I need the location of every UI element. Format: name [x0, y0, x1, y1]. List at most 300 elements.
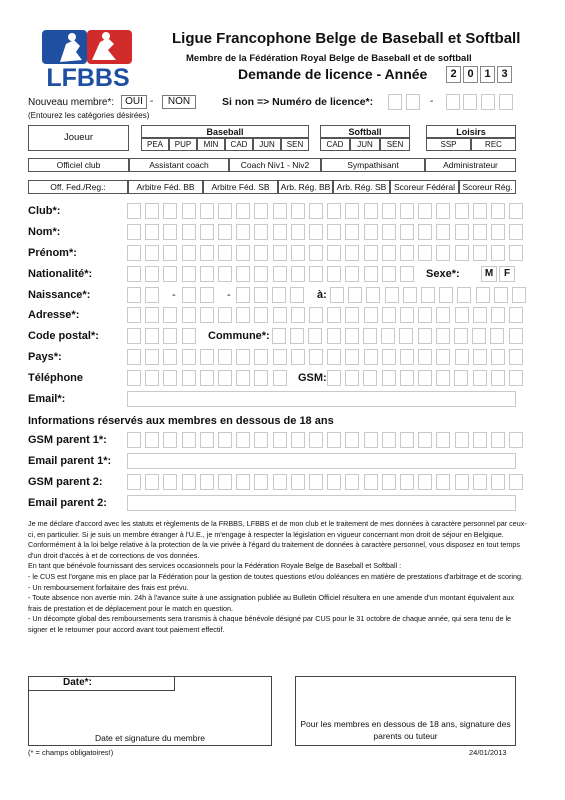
- prenom-char-box[interactable]: [400, 245, 414, 261]
- prenom-char-box[interactable]: [509, 245, 523, 261]
- adresse-char-box[interactable]: [309, 307, 323, 323]
- gsm-parent2-char-box[interactable]: [418, 474, 432, 490]
- gsm-parent1-char-box[interactable]: [182, 432, 196, 448]
- club-char-box[interactable]: [163, 203, 177, 219]
- officiel-fed-label: Off. Fed./Reg.:: [50, 182, 106, 192]
- gsm-parent1-char-box[interactable]: [254, 432, 268, 448]
- nom-char-box[interactable]: [436, 224, 450, 240]
- year-digit-box: [446, 66, 461, 83]
- nom-char-box[interactable]: [127, 224, 141, 240]
- legal-paragraph: Conformément à la loi belge relative à la protection de la vie privée à l'égard du traitement de données à caractère personnel, vous disposez en tout temps d'un droit d'accès à et de corrections de vos données.: [28, 540, 521, 560]
- adresse-char-box[interactable]: [509, 307, 523, 323]
- commune-char-box[interactable]: [290, 328, 304, 344]
- licence-digit-box[interactable]: [446, 94, 460, 110]
- prenom-char-box[interactable]: [218, 245, 232, 261]
- club-char-box[interactable]: [382, 203, 396, 219]
- year-digit: 0: [467, 68, 474, 80]
- gsm-parent1-char-box[interactable]: [200, 432, 214, 448]
- gsm-char-box[interactable]: [454, 370, 468, 386]
- adresse-char-box[interactable]: [218, 307, 232, 323]
- gsm-char-box[interactable]: [400, 370, 414, 386]
- gsm-char-box[interactable]: [327, 370, 341, 386]
- nom-char-box[interactable]: [163, 224, 177, 240]
- pays-char-box[interactable]: [127, 349, 141, 365]
- oui-option[interactable]: [121, 95, 147, 109]
- officiel-fed-option: [28, 180, 128, 194]
- commune-char-box[interactable]: [363, 328, 377, 344]
- birth-place-char-box[interactable]: [385, 287, 399, 303]
- club-char-box[interactable]: [418, 203, 432, 219]
- prenom-char-box[interactable]: [273, 245, 287, 261]
- commune-char-box[interactable]: [345, 328, 359, 344]
- pays-char-box[interactable]: [291, 349, 305, 365]
- gsm-parent1-char-box[interactable]: [163, 432, 177, 448]
- pays-char-box[interactable]: [455, 349, 469, 365]
- pays-char-box[interactable]: [491, 349, 505, 365]
- prenom-char-box[interactable]: [309, 245, 323, 261]
- gsm-parent2-char-box[interactable]: [345, 474, 359, 490]
- club-char-box[interactable]: [291, 203, 305, 219]
- commune-char-box[interactable]: [509, 328, 523, 344]
- club-char-box[interactable]: [273, 203, 287, 219]
- gsm-parent1-char-box[interactable]: [327, 432, 341, 448]
- club-char-box[interactable]: [327, 203, 341, 219]
- gsm-parent2-char-box[interactable]: [509, 474, 523, 490]
- joueur-option[interactable]: [28, 125, 129, 151]
- gsm-parent1-char-box[interactable]: [291, 432, 305, 448]
- parent-signature-box[interactable]: [295, 676, 516, 746]
- telephone-char-box[interactable]: [218, 370, 232, 386]
- gsm-parent2-char-box[interactable]: [218, 474, 232, 490]
- birth-date-char-box[interactable]: [182, 287, 196, 303]
- member-signature-box[interactable]: [28, 676, 272, 746]
- nationalite-char-box[interactable]: [345, 266, 359, 282]
- nationalite-char-box[interactable]: [327, 266, 341, 282]
- nom-char-box[interactable]: [182, 224, 196, 240]
- officiel-fed-option[interactable]: [128, 180, 203, 194]
- softball-category-option[interactable]: [350, 138, 380, 151]
- pays-char-box[interactable]: [382, 349, 396, 365]
- gsm-parent1-char-box[interactable]: [127, 432, 141, 448]
- officiel-club-label: Administrateur: [443, 160, 498, 170]
- club-char-box[interactable]: [254, 203, 268, 219]
- prenom-char-box[interactable]: [254, 245, 268, 261]
- naissance-label: Naissance*:: [28, 289, 91, 301]
- gsm-parent2-char-box[interactable]: [127, 474, 141, 490]
- nationalite-char-box[interactable]: [364, 266, 378, 282]
- officiel-club-option[interactable]: [229, 158, 321, 172]
- loisirs-category-option[interactable]: [426, 138, 471, 151]
- prenom-char-box[interactable]: [491, 245, 505, 261]
- gsm-parent2-char-box[interactable]: [382, 474, 396, 490]
- gsm-char-box[interactable]: [509, 370, 523, 386]
- nationalite-char-box[interactable]: [127, 266, 141, 282]
- club-char-box[interactable]: [182, 203, 196, 219]
- prenom-char-box[interactable]: [327, 245, 341, 261]
- officiel-fed-label: Arbitre Féd. BB: [136, 182, 195, 192]
- telephone-char-box[interactable]: [236, 370, 250, 386]
- nom-char-box[interactable]: [291, 224, 305, 240]
- birth-date-char-box[interactable]: [254, 287, 268, 303]
- gsm-parent2-char-box[interactable]: [163, 474, 177, 490]
- gsm-parent1-char-box[interactable]: [400, 432, 414, 448]
- commune-char-box[interactable]: [272, 328, 286, 344]
- pays-char-box[interactable]: [418, 349, 432, 365]
- joueur-label: Joueur: [63, 132, 94, 143]
- gsm-parent2-char-box[interactable]: [145, 474, 159, 490]
- officiel-fed-option[interactable]: [203, 180, 278, 194]
- gsm-parent1-char-box[interactable]: [364, 432, 378, 448]
- date-field[interactable]: [29, 677, 175, 691]
- pays-char-box[interactable]: [236, 349, 250, 365]
- birth-place-char-box[interactable]: [476, 287, 490, 303]
- club-char-box[interactable]: [236, 203, 250, 219]
- gsm-parent2-char-box[interactable]: [291, 474, 305, 490]
- prenom-char-box[interactable]: [473, 245, 487, 261]
- softball-category-option[interactable]: [320, 138, 350, 151]
- nom-char-box[interactable]: [509, 224, 523, 240]
- baseball-category-option[interactable]: [197, 138, 225, 151]
- commune-char-box[interactable]: [418, 328, 432, 344]
- pays-char-box[interactable]: [182, 349, 196, 365]
- adresse-char-box[interactable]: [418, 307, 432, 323]
- licence-digit-box[interactable]: [481, 94, 495, 110]
- adresse-char-box[interactable]: [473, 307, 487, 323]
- nom-char-box[interactable]: [364, 224, 378, 240]
- officiel-club-label: Sympathisant: [347, 160, 399, 170]
- telephone-char-box[interactable]: [254, 370, 268, 386]
- licence-dash: -: [430, 96, 434, 107]
- adresse-char-box[interactable]: [455, 307, 469, 323]
- gsm-char-box[interactable]: [382, 370, 396, 386]
- birth-place-char-box[interactable]: [348, 287, 362, 303]
- email-parent2-field[interactable]: [127, 495, 516, 511]
- adresse-char-box[interactable]: [345, 307, 359, 323]
- gsm-parent1-char-box[interactable]: [382, 432, 396, 448]
- gsm-parent2-char-box[interactable]: [236, 474, 250, 490]
- officiel-fed-option[interactable]: [390, 180, 459, 194]
- commune-char-box[interactable]: [472, 328, 486, 344]
- loisirs-category-label: REC: [485, 140, 502, 149]
- gsm-parent2-char-box[interactable]: [400, 474, 414, 490]
- gsm-parent2-char-box[interactable]: [491, 474, 505, 490]
- birth-place-char-box[interactable]: [421, 287, 435, 303]
- pays-char-box[interactable]: [473, 349, 487, 365]
- pays-char-box[interactable]: [254, 349, 268, 365]
- code-postal-char-box[interactable]: [127, 328, 141, 344]
- commune-char-box[interactable]: [381, 328, 395, 344]
- birth-place-char-box[interactable]: [439, 287, 453, 303]
- code-postal-char-box[interactable]: [145, 328, 159, 344]
- birth-place-char-box[interactable]: [366, 287, 380, 303]
- pays-char-box[interactable]: [509, 349, 523, 365]
- birth-date-char-box[interactable]: [200, 287, 214, 303]
- telephone-char-box[interactable]: [273, 370, 287, 386]
- adresse-char-box[interactable]: [491, 307, 505, 323]
- nom-char-box[interactable]: [145, 224, 159, 240]
- club-char-box[interactable]: [218, 203, 232, 219]
- birth-date-char-box[interactable]: [145, 287, 159, 303]
- nationalite-char-box[interactable]: [273, 266, 287, 282]
- club-char-box[interactable]: [400, 203, 414, 219]
- gsm-parent1-label: GSM parent 1*:: [28, 434, 107, 446]
- email-field[interactable]: [127, 391, 516, 407]
- commune-label: Commune*:: [208, 330, 270, 342]
- commune-char-box[interactable]: [490, 328, 504, 344]
- gsm-parent1-char-box[interactable]: [145, 432, 159, 448]
- telephone-char-box[interactable]: [145, 370, 159, 386]
- commune-char-box[interactable]: [327, 328, 341, 344]
- gsm-char-box[interactable]: [345, 370, 359, 386]
- nationalite-char-box[interactable]: [254, 266, 268, 282]
- gsm-parent2-char-box[interactable]: [473, 474, 487, 490]
- gsm-parent1-char-box[interactable]: [418, 432, 432, 448]
- commune-char-box[interactable]: [436, 328, 450, 344]
- gsm-char-box[interactable]: [363, 370, 377, 386]
- prenom-char-box[interactable]: [418, 245, 432, 261]
- nom-label: Nom*:: [28, 226, 61, 238]
- telephone-char-box[interactable]: [127, 370, 141, 386]
- club-char-box[interactable]: [491, 203, 505, 219]
- sexe-label: Sexe*:: [426, 268, 460, 280]
- pays-char-box[interactable]: [218, 349, 232, 365]
- pays-char-box[interactable]: [400, 349, 414, 365]
- gsm-parent2-label: GSM parent 2:: [28, 476, 103, 488]
- pays-char-box[interactable]: [200, 349, 214, 365]
- sexe-f-option[interactable]: [499, 266, 515, 282]
- gsm-parent1-char-box[interactable]: [473, 432, 487, 448]
- nom-char-box[interactable]: [491, 224, 505, 240]
- officiel-fed-option[interactable]: [459, 180, 516, 194]
- prenom-char-box[interactable]: [200, 245, 214, 261]
- gsm-parent2-char-box[interactable]: [273, 474, 287, 490]
- licence-number-label: Si non => Numéro de licence*:: [222, 96, 374, 108]
- prenom-char-box[interactable]: [182, 245, 196, 261]
- nom-char-box[interactable]: [400, 224, 414, 240]
- prenom-char-box[interactable]: [382, 245, 396, 261]
- telephone-char-box[interactable]: [163, 370, 177, 386]
- legal-paragraph: Je me déclare d'accord avec les statuts et règlements de la FRBBS, LFBBS et de mon club et le traitement de mes données à caractère personnel par ceux-ci, en particulier. Si je suis un membre étranger à l'U.E., je m'engage à respecter la législation en vigueur concernant mon droit de séjour en Belgique.: [28, 519, 527, 539]
- prenom-label: Prénom*:: [28, 247, 77, 259]
- nom-char-box[interactable]: [254, 224, 268, 240]
- prenom-char-box[interactable]: [291, 245, 305, 261]
- baseball-category-option[interactable]: [141, 138, 169, 151]
- pays-char-box[interactable]: [145, 349, 159, 365]
- gsm-parent1-char-box[interactable]: [455, 432, 469, 448]
- club-char-box[interactable]: [455, 203, 469, 219]
- year-digit: 2: [450, 68, 457, 80]
- birth-date-char-box[interactable]: [236, 287, 250, 303]
- commune-char-box[interactable]: [399, 328, 413, 344]
- licence-digit-box[interactable]: [463, 94, 477, 110]
- code-postal-char-box[interactable]: [163, 328, 177, 344]
- club-char-box[interactable]: [473, 203, 487, 219]
- prenom-char-box[interactable]: [236, 245, 250, 261]
- nationalite-char-box[interactable]: [309, 266, 323, 282]
- adresse-char-box[interactable]: [254, 307, 268, 323]
- commune-char-box[interactable]: [454, 328, 468, 344]
- nom-char-box[interactable]: [382, 224, 396, 240]
- officiel-fed-option[interactable]: [333, 180, 390, 194]
- gsm-parent1-char-box[interactable]: [436, 432, 450, 448]
- club-char-box[interactable]: [436, 203, 450, 219]
- baseball-category-option[interactable]: [253, 138, 281, 151]
- gsm-parent1-char-box[interactable]: [309, 432, 323, 448]
- adresse-char-box[interactable]: [327, 307, 341, 323]
- email-label: Email*:: [28, 393, 66, 405]
- prenom-char-box[interactable]: [345, 245, 359, 261]
- gsm-char-box[interactable]: [418, 370, 432, 386]
- year-digit-box: [480, 66, 495, 83]
- pays-char-box[interactable]: [345, 349, 359, 365]
- gsm-parent1-char-box[interactable]: [345, 432, 359, 448]
- club-char-box[interactable]: [509, 203, 523, 219]
- adresse-char-box[interactable]: [200, 307, 214, 323]
- sexe-m-option[interactable]: [481, 266, 497, 282]
- birth-date-char-box[interactable]: [127, 287, 141, 303]
- minors-heading: Informations réservés aux membres en dessous de 18 ans: [28, 415, 334, 427]
- adresse-char-box[interactable]: [127, 307, 141, 323]
- nom-char-box[interactable]: [200, 224, 214, 240]
- gsm-parent1-char-box[interactable]: [218, 432, 232, 448]
- adresse-char-box[interactable]: [163, 307, 177, 323]
- club-char-box[interactable]: [145, 203, 159, 219]
- nom-char-box[interactable]: [273, 224, 287, 240]
- commune-char-box[interactable]: [308, 328, 322, 344]
- licence-digit-box[interactable]: [406, 94, 420, 110]
- pays-char-box[interactable]: [327, 349, 341, 365]
- loisirs-header: [426, 125, 516, 138]
- gsm-parent2-char-box[interactable]: [182, 474, 196, 490]
- adresse-char-box[interactable]: [182, 307, 196, 323]
- officiel-club-option[interactable]: [321, 158, 425, 172]
- officiel-club-option[interactable]: [129, 158, 229, 172]
- adresse-char-box[interactable]: [273, 307, 287, 323]
- softball-category-option[interactable]: [380, 138, 410, 151]
- officiel-fed-label: Arbitre Féd. SB: [211, 182, 270, 192]
- pays-char-box[interactable]: [163, 349, 177, 365]
- telephone-char-box[interactable]: [182, 370, 196, 386]
- pays-char-box[interactable]: [273, 349, 287, 365]
- parent-signature-caption: Pour les membres en dessous de 18 ans, signature des parents ou tuteur: [300, 719, 511, 741]
- baseball-category-option[interactable]: [169, 138, 197, 151]
- nom-char-box[interactable]: [236, 224, 250, 240]
- gsm-parent1-char-box[interactable]: [491, 432, 505, 448]
- nom-char-box[interactable]: [218, 224, 232, 240]
- prenom-char-box[interactable]: [163, 245, 177, 261]
- loisirs-category-option[interactable]: [471, 138, 516, 151]
- email-parent1-field[interactable]: [127, 453, 516, 469]
- nationalite-char-box[interactable]: [382, 266, 396, 282]
- softball-header: [320, 125, 410, 138]
- nom-char-box[interactable]: [345, 224, 359, 240]
- gsm-char-box[interactable]: [436, 370, 450, 386]
- licence-digit-box[interactable]: [388, 94, 402, 110]
- telephone-char-box[interactable]: [200, 370, 214, 386]
- prenom-char-box[interactable]: [436, 245, 450, 261]
- officiel-fed-option[interactable]: [278, 180, 333, 194]
- gsm-parent2-char-box[interactable]: [327, 474, 341, 490]
- sexe-f-label: F: [503, 268, 511, 279]
- birth-place-char-box[interactable]: [330, 287, 344, 303]
- club-char-box[interactable]: [200, 203, 214, 219]
- gsm-parent2-char-box[interactable]: [455, 474, 469, 490]
- club-char-box[interactable]: [345, 203, 359, 219]
- club-char-box[interactable]: [309, 203, 323, 219]
- club-char-box[interactable]: [364, 203, 378, 219]
- pays-char-box[interactable]: [364, 349, 378, 365]
- adresse-char-box[interactable]: [236, 307, 250, 323]
- pays-char-box[interactable]: [309, 349, 323, 365]
- code-postal-char-box[interactable]: [182, 328, 196, 344]
- gsm-char-box[interactable]: [491, 370, 505, 386]
- nationalite-char-box[interactable]: [182, 266, 196, 282]
- birth-place-char-box[interactable]: [512, 287, 526, 303]
- nationalite-char-box[interactable]: [145, 266, 159, 282]
- birth-date-char-box[interactable]: [272, 287, 286, 303]
- non-option[interactable]: [162, 95, 196, 109]
- code-postal-label: Code postal*:: [28, 330, 99, 342]
- baseball-category-option[interactable]: [225, 138, 253, 151]
- gsm-parent1-char-box[interactable]: [273, 432, 287, 448]
- prenom-char-box[interactable]: [364, 245, 378, 261]
- gsm-parent2-char-box[interactable]: [436, 474, 450, 490]
- baseball-header: [141, 125, 309, 138]
- legal-paragraph: En tant que bénévole fournissant des services occasionnels pour la Fédération Royale Belge de Baseball et Softball :: [28, 561, 402, 571]
- adresse-char-box[interactable]: [145, 307, 159, 323]
- pays-char-box[interactable]: [436, 349, 450, 365]
- gsm-parent2-char-box[interactable]: [309, 474, 323, 490]
- gsm-char-box[interactable]: [473, 370, 487, 386]
- adresse-char-box[interactable]: [291, 307, 305, 323]
- gsm-parent2-char-box[interactable]: [254, 474, 268, 490]
- club-char-box[interactable]: [127, 203, 141, 219]
- prenom-char-box[interactable]: [127, 245, 141, 261]
- gsm-parent2-char-box[interactable]: [200, 474, 214, 490]
- nationalite-char-box[interactable]: [218, 266, 232, 282]
- email-parent1-label: Email parent 1*:: [28, 455, 112, 467]
- nom-char-box[interactable]: [309, 224, 323, 240]
- prenom-char-box[interactable]: [455, 245, 469, 261]
- adresse-char-box[interactable]: [382, 307, 396, 323]
- adresse-char-box[interactable]: [364, 307, 378, 323]
- birth-place-char-box[interactable]: [457, 287, 471, 303]
- baseball-category-label: SEN: [286, 140, 304, 149]
- nationalite-char-box[interactable]: [200, 266, 214, 282]
- categories-note: (Entourez les catégories désirées): [28, 111, 150, 120]
- nom-char-box[interactable]: [473, 224, 487, 240]
- baseball-category-option[interactable]: [281, 138, 309, 151]
- nationalite-char-box[interactable]: [291, 266, 305, 282]
- gsm-parent1-char-box[interactable]: [509, 432, 523, 448]
- birth-place-char-box[interactable]: [403, 287, 417, 303]
- gsm-parent1-char-box[interactable]: [236, 432, 250, 448]
- birth-date-char-box[interactable]: [290, 287, 304, 303]
- nom-char-box[interactable]: [327, 224, 341, 240]
- licence-digit-box[interactable]: [499, 94, 513, 110]
- adresse-char-box[interactable]: [400, 307, 414, 323]
- officiel-club-option[interactable]: [425, 158, 516, 172]
- nom-char-box[interactable]: [418, 224, 432, 240]
- birth-place-char-box[interactable]: [494, 287, 508, 303]
- nationalite-char-box[interactable]: [400, 266, 414, 282]
- adresse-char-box[interactable]: [436, 307, 450, 323]
- nationalite-char-box[interactable]: [236, 266, 250, 282]
- nom-char-box[interactable]: [455, 224, 469, 240]
- gsm-parent2-char-box[interactable]: [364, 474, 378, 490]
- nationalite-char-box[interactable]: [163, 266, 177, 282]
- prenom-char-box[interactable]: [145, 245, 159, 261]
